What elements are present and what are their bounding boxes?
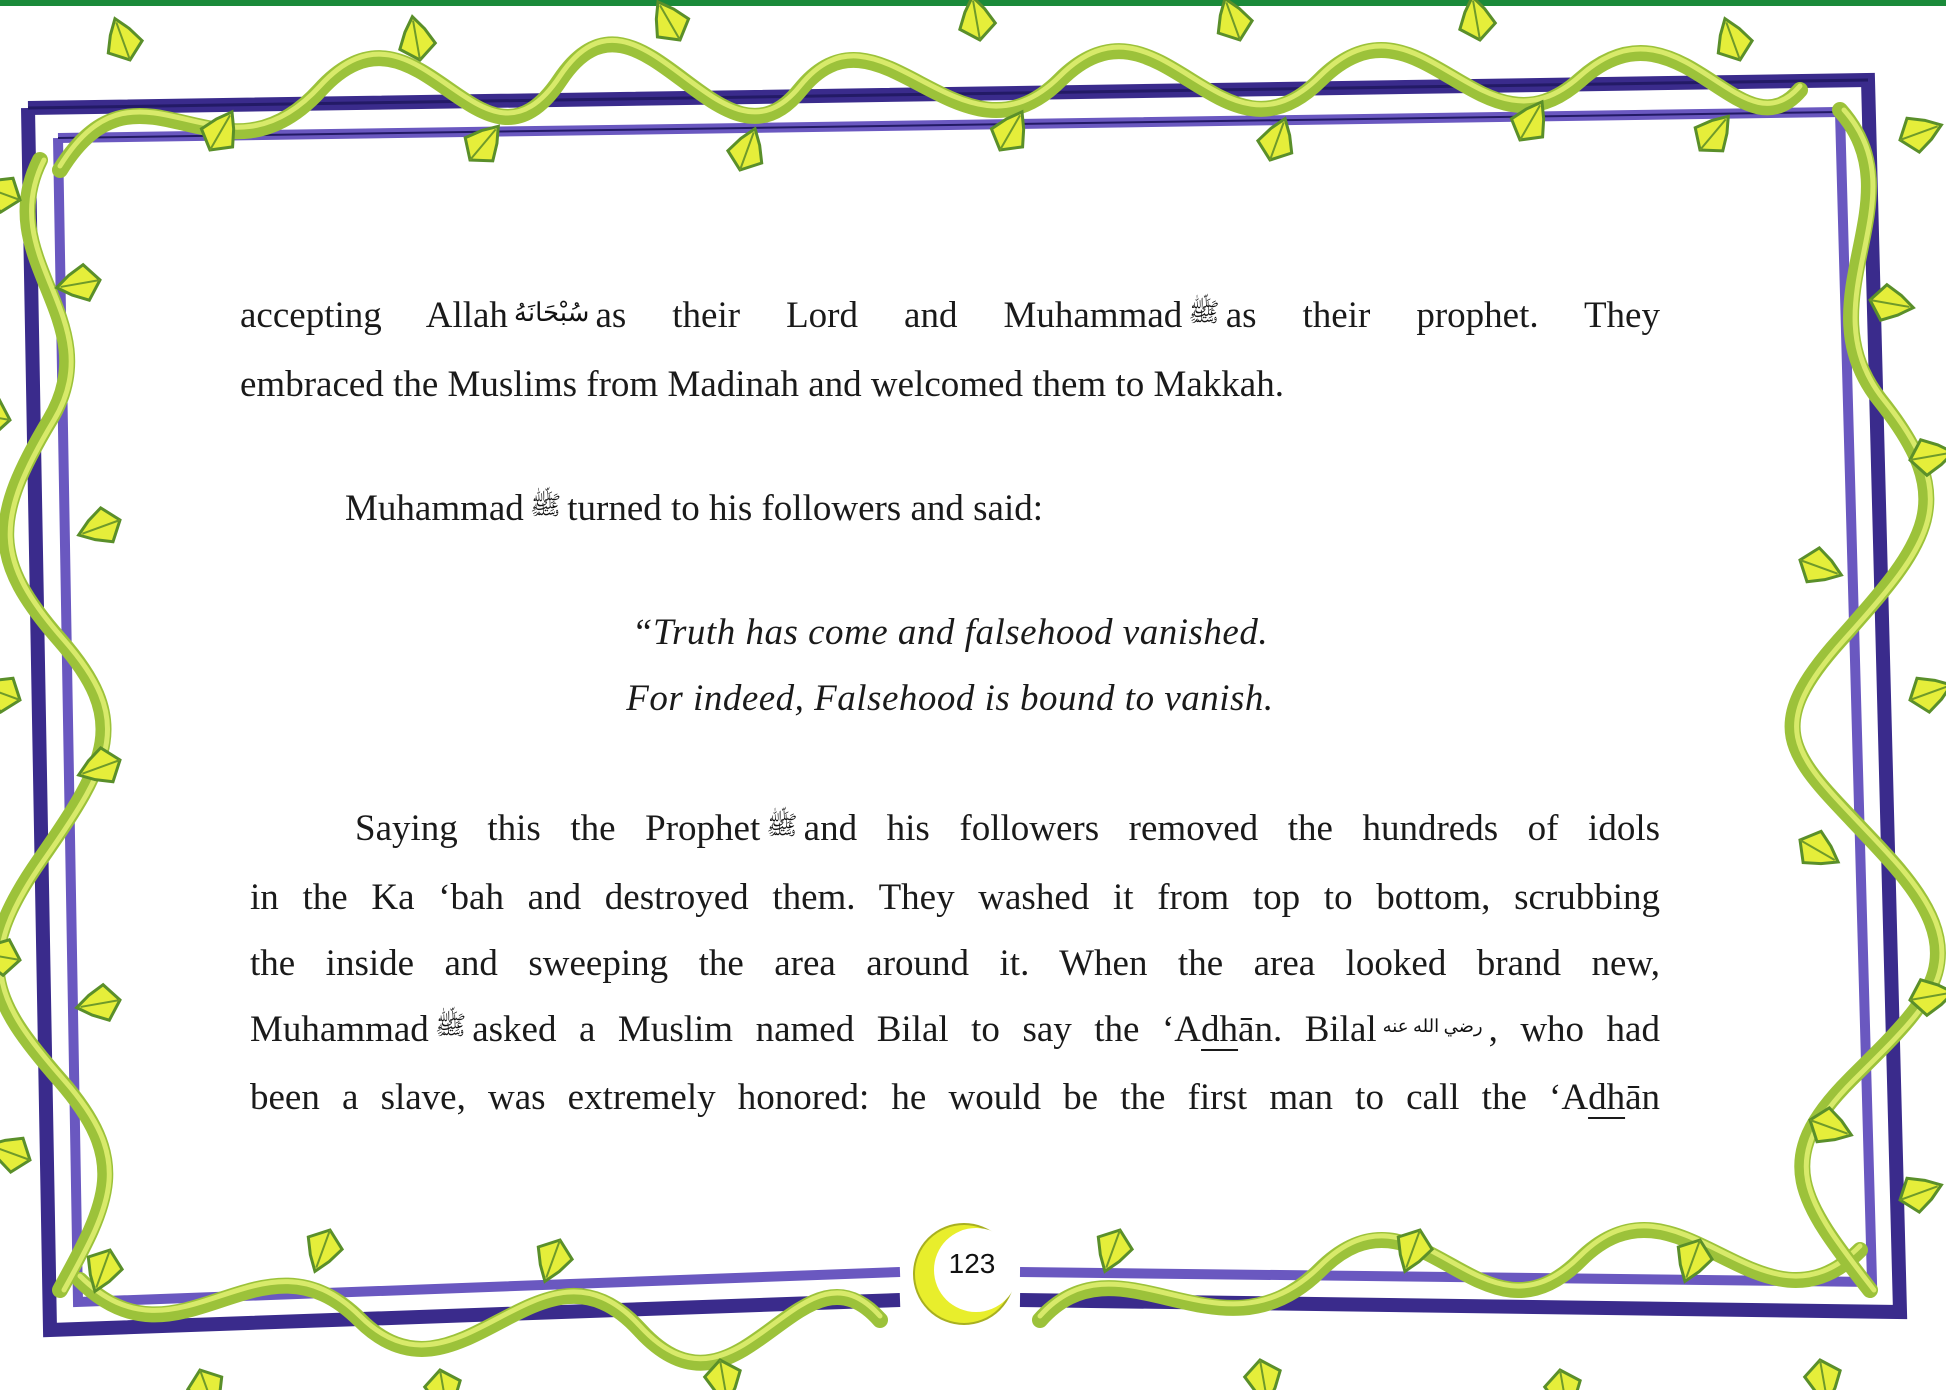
paragraph-1-line-1 (240, 283, 1660, 352)
text-fragment: been a slave, was extremely honored: he would be the first man to call the ‘A (250, 1077, 1589, 1119)
arabic-honorific-salla-allahu-icon: ﷺ (766, 810, 798, 840)
arabic-honorific-salla-allahu-icon: ﷺ (1188, 297, 1220, 327)
text-fragment: as their Lord and Muhammad (595, 295, 1183, 336)
text-fragment: Muhammad (250, 1008, 429, 1050)
ivy-leaf-27 (0, 668, 26, 717)
underlined-dh: dh (1588, 1077, 1626, 1119)
text-fragment: accepting Allah (240, 295, 508, 336)
paragraph-2 (240, 476, 1660, 545)
text-fragment: and his followers removed the hundreds of idols (803, 808, 1660, 849)
ivy-leaf-8 (1208, 0, 1257, 46)
arabic-honorific-subhanahu-icon: سُبْحَانَهُ (513, 297, 590, 327)
quote-line-1: “Truth has come and falsehood vanished. (631, 612, 1269, 653)
paragraph-3-line-5 (250, 1065, 1660, 1131)
paragraph-1 (240, 283, 1660, 418)
arabic-honorific-salla-allahu-icon: ﷺ (529, 490, 562, 520)
text-fragment: Muhammad (345, 488, 524, 529)
text-fragment: turned to his followers and said: (567, 488, 1044, 529)
ivy-leaf-25 (0, 395, 13, 438)
ivy-leaf-18 (1904, 668, 1946, 717)
paragraph-1-line-2: embraced the Muslims from Madinah and welcomed them to Makkah. (240, 363, 1284, 405)
ivy-leaf-33 (183, 1364, 232, 1390)
text-fragment: Saying this the Prophet (355, 808, 761, 849)
text-fragment: ān (1625, 1077, 1660, 1119)
paragraph-3 (250, 796, 1660, 1131)
text-fragment: as their prophet. They (1225, 295, 1660, 336)
quote-block (240, 600, 1660, 732)
text-fragment: ān. Bilal (1238, 1008, 1377, 1050)
arabic-honorific-salla-allahu-icon: ﷺ (434, 1011, 467, 1041)
page-number: 123 (948, 1248, 996, 1279)
quote-line-2: For indeed, Falsehood is bound to vanish. (626, 678, 1274, 719)
paragraph-3-line-3: the inside and sweeping the area around it. When the area looked brand new, (250, 942, 1660, 984)
paragraph-3-line-4 (250, 997, 1660, 1066)
paragraph-3-line-1 (250, 796, 1660, 865)
text-fragment: asked a Muslim named Bilal to say the ‘A (472, 1008, 1202, 1050)
ivy-leaf-4 (642, 0, 695, 49)
underlined-dh: dh (1201, 1008, 1239, 1050)
paragraph-2-line-1 (240, 476, 1660, 545)
paragraph-3-line-2: in the Ka ‘bah and destroyed them. They washed it from top to bottom, scrubbing (250, 876, 1660, 918)
text-fragment: , who had (1488, 1008, 1660, 1050)
arabic-honorific-radiya-allahu-icon: رضي الله عنه (1382, 1016, 1483, 1037)
ivy-leaf-31 (0, 1128, 36, 1177)
